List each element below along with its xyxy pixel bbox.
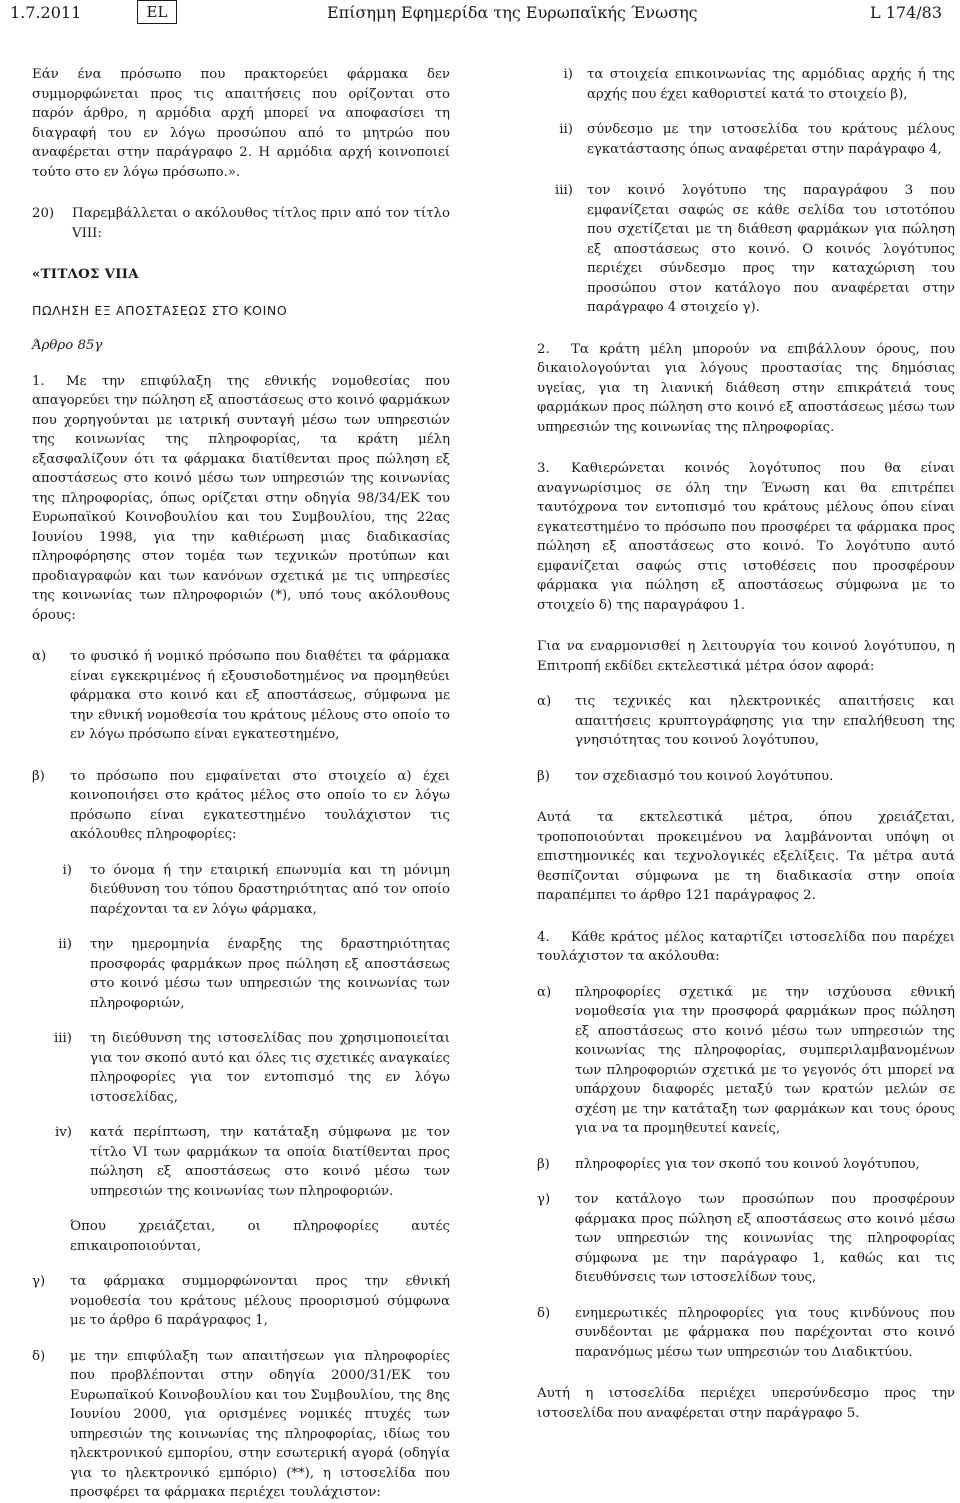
list-item-4b [537,1155,955,1175]
amendment-text: Παρεμβάλλεται ο ακόλουθος τίτλος πριν από τον τίτλο VIII: [72,206,450,241]
list-label: β) [537,1156,550,1172]
language-badge: EL [137,0,177,24]
list-label: i) [62,862,72,878]
list-text: το πρόσωπο που εμφαίνεται στο στοιχείο α) έχει κοινοποιήσει στο κράτος μέλος στο οποίο το εν λόγω πρόσωπο είναι εγκατεστημένο τουλάχιστον τις ακόλουθες πληροφορίες: [70,768,450,842]
list-text: ενημερωτικές πληροφορίες για τους κινδύνους που συνδέονται με φάρμακα που παρέχονται στο κοινό παρανόμως μέσω των υπηρεσιών του Διαδικτύου. [575,1305,955,1360]
paragraph-text: Με την επιφύλαξη της εθνικής νομοθεσίας που απαγορεύει την πώληση εξ αποστάσεως στο κοινό φαρμάκων που χορηγούνται με ιατρική συνταγή μέσω των υπηρεσιών της κοινωνίας της πληροφορίας, τα κράτη μέλη εξασφαλίζουν ότι τα φάρμακα διατίθενται προς πώληση εξ αποστάσεως στο κοινό μέσω των υπηρεσιών της κοινωνίας της πληροφορίας, όπως ορίζεται στην οδηγία 98/34/ΕΚ του Ευρωπαϊκού Κοινοβουλίου και του Συμβουλίου, της 22ας Ιουνίου 1998, για την καθιέρωση μιας διαδικασίας πληροφόρησης στον τομέα των τεχνικών προτύπων και προδιαγραφών και των κανόνων σχετικά με τις υπηρεσίες της κοινωνίας των πληροφοριών (*), υπό τους ακόλουθους όρους: [32,373,450,623]
page-number: L 174/83 [870,3,942,22]
list-text: με την επιφύλαξη των απαιτήσεων για πληροφορίες που προβλέπονται στην οδηγία 2000/31/ΕΚ του Ευρωπαϊκού Κοινοβουλίου και του Συμβουλίου, της 8ης Ιουνίου 2000, για ορισμένες νομικές πτυχές των υπηρεσιών της κοινωνίας της πληροφορίας, ιδίως του ηλεκτρονικού εμπορίου, στην εσωτερική αγορά (οδηγία για το ηλεκτρονικό εμπόριο) (**), η ιστοσελίδα που προσφέρει τα φάρμακα περιέχει τουλάχιστον: [70,1348,450,1500]
list-label: i) [563,67,573,82]
list-text: τις τεχνικές και ηλεκτρονικές απαιτήσεις και απαιτήσεις κρυπτογράφησης για την επαλήθευση της γνησιότητας του κοινού λογότυπου, [575,694,955,748]
paragraph-number: 4. [537,929,550,945]
list-item-b-i [32,861,450,920]
list-item-d-ii [537,120,955,159]
list-text: τον κατάλογο των προσώπων που προσφέρουν φάρμακα προς πώληση εξ αποστάσεως στο κοινό μέσω των υπηρεσιών της κοινωνίας της πληροφορίας σύμφωνα με την παράγραφο 1, καθώς και τις διευθύνσεις των ιστοσελίδων τους, [575,1192,955,1285]
list-label: ii) [58,937,72,952]
list-label: α) [537,984,552,1000]
list-item-b-iii [32,1029,450,1107]
list-item-b-iv [32,1123,450,1201]
list-item-4d [537,1304,955,1363]
paragraph-number: 1. [32,373,45,389]
paragraph-number: 3. [537,461,550,476]
title-subtitle: ΠΩΛΗΣΗ ΕΞ ΑΠΟΣΤΑΣΕΩΣ ΣΤΟ ΚΟΙΝΟ [32,302,288,318]
list-text: πληροφορίες σχετικά με την ισχύουσα εθνική νομοθεσία για την προσφορά φαρμάκων προς πώληση εξ αποστάσεως στο κοινό μέσω των υπηρεσιών της κοινωνίας της πληροφορίας, συμπεριλαμβανομένων των πληροφοριών σχετικά με το γεγονός ότι μπορεί να υπάρχουν διαφορές μεταξύ των κρατών μελών σε σχέση με την κατάταξη των φαρμάκων και τους όρους για να τα προμηθευτεί κανείς, [575,984,955,1136]
paragraph-1 [32,372,450,626]
list-text: τον κοινό λογότυπο της παραγράφου 3 που εμφανίζεται σαφώς σε κάθε σελίδα του ιστοτόπου που σχετίζεται με τη διάθεση φαρμάκων για πώληση εξ αποστάσεως στο κοινό. Ο κοινός λογότυπος περιέχει σύνδεσμο προς την καταχώριση του προσώπου στον κατάλογο που αναφέρεται στην παράγραφο 4 στοιχείο γ). [587,183,955,315]
intro-paragraph: Εάν ένα πρόσωπο που πρακτορεύει φάρμακα δεν συμμορφώνεται προς τις απαιτήσεις που ορίζονται στο παρόν άρθρο, η αρμόδια αρχή μπορεί να αποφασίσει τη διαγραφή του εν λόγω προσώπου από το μητρώο που αναφέρεται στην παράγραφο 2. Η αρμόδια αρχή κοινοποιεί τούτο στο εν λόγω πρόσωπο.». [32,67,450,180]
list-text: το όνομα ή την εταιρική επωνυμία και τη μόνιμη διεύθυνση του τόπου δραστηριότητας από τον οποίο παρέχονται τα εν λόγω φάρμακα, [90,862,450,917]
list-item-b [32,767,450,845]
list-item-4c [537,1190,955,1288]
paragraph-3 [537,459,955,615]
list-text: τον σχεδιασμό του κοινού λογότυπου. [575,768,834,784]
list-text: τα φάρμακα συμμορφώνονται προς την εθνική νομοθεσία του κράτους μέλους προορισμού σύμφωνα με το άρθρο 6 παράγραφος 1, [70,1274,450,1328]
list-label: α) [537,694,552,709]
publication-date: 1.7.2011 [10,3,82,22]
list-text: τα στοιχεία επικοινωνίας της αρμόδιας αρχής ή της αρχής που έχει καθοριστεί κατά το στοιχείο β), [587,67,955,102]
list-label: α) [32,649,47,664]
list-label: iii) [555,183,573,198]
list-text: σύνδεσμο με την ιστοσελίδα του κράτους μέλους εγκατάστασης όπως αναφέρεται στην παράγραφο 4, [587,122,955,157]
list-label: γ) [32,1274,46,1289]
page-header [0,0,960,30]
list-label: δ) [32,1348,46,1364]
amendment-20 [32,204,450,243]
paragraph-text: Καθιερώνεται κοινός λογότυπος που θα είναι αναγνωρίσιμος σε όλη την Ένωση και θα επιτρέπει ταυτόχρονα τον εντοπισμό του κράτους μέλους όπου είναι εγκατεστημένο το πρόσωπο που προσφέρει τα φάρμακα προς πώληση εξ αποστάσεως στο κοινό. Το λογότυπο αυτό εμφανίζεται σαφώς στις ιστοθέσεις που προσφέρουν φάρμακα για πώληση εξ αποστάσεως σύμφωνα με το στοιχείο δ) της παραγράφου 1. [537,461,955,613]
list-text: κατά περίπτωση, την κατάταξη σύμφωνα με τον τίτλο VI των φαρμάκων τα οποία διατίθενται προς πώληση εξ αποστάσεως στο κοινό μέσω των υπηρεσιών της κοινωνίας των πληροφοριών. [90,1125,450,1199]
list-item-d [32,1347,450,1503]
harmonisation-paragraph: Για να εναρμονισθεί η λειτουργία του κοινού λογότυπου, η Επιτροπή εκδίδει εκτελεστικά μέτρα όσον αφορά: [537,639,955,674]
paragraph-4 [537,928,955,967]
list-item-b-ii [32,935,450,1013]
right-column [537,65,955,1423]
list-item-4a [537,983,955,1139]
title-heading: «ΤΙΤΛΟΣ VIIA [32,267,139,282]
list-item-r-a [537,692,955,751]
list-text: τη διεύθυνση της ιστοσελίδας που χρησιμοποιείται για τον σκοπό αυτό και όλες τις σχετικές αναγκαίες πληροφορίες για τον εντοπισμό της εν λόγω ιστοσελίδας, [90,1031,450,1105]
list-item-c [32,1272,450,1331]
list-label: β) [537,768,550,784]
final-paragraph: Αυτή η ιστοσελίδα περιέχει υπερσύνδεσμο προς την ιστοσελίδα που αναφέρεται στην παράγραφο 5. [537,1386,955,1421]
measures-paragraph: Αυτά τα εκτελεστικά μέτρα, όπου χρειάζεται, τροποποιούνται προκειμένου να λαμβάνονται υπόψη οι επιστημονικές και τεχνολογικές εξελίξεις. Τα μέτρα αυτά θεσπίζονται σύμφωνα με τη διαδικασία στην οποία παραπέμπει το άρθρο 121 παράγραφος 2. [537,810,955,903]
left-column [32,65,450,1503]
paragraph-2 [537,340,955,438]
paragraph-text: Τα κράτη μέλη μπορούν να επιβάλλουν όρους, που δικαιολογούνται για λόγους προστασίας της δημόσιας υγείας, για τη λιανική διάθεση στην επικράτειά τους φαρμάκων προς πώληση στο κοινό εξ αποστάσεως μέσω των υπηρεσιών της κοινωνίας της πληροφορίας. [537,341,955,435]
list-item-r-b [537,767,955,787]
list-label: γ) [537,1192,551,1207]
list-text: το φυσικό ή νομικό πρόσωπο που διαθέτει τα φάρμακα είναι εγκεκριμένος ή εξουσιοδοτημένος να προμηθεύει φάρμακα στο κοινό και εξ αποστάσεως, σύμφωνα με την εθνική νομοθεσία του κράτους μέλους στο οποίο το εν λόγω πρόσωπο είναι εγκατεστημένο, [70,649,450,742]
paragraph-text: Κάθε κράτος μέλος καταρτίζει ιστοσελίδα που παρέχει τουλάχιστον τα ακόλουθα: [537,929,955,964]
article-heading: Άρθρο 85γ [32,338,103,353]
list-item-a [32,647,450,745]
amendment-number: 20) [32,206,55,221]
list-label: δ) [537,1305,551,1321]
list-item-d-i [537,65,955,104]
list-item-d-iii [537,181,955,318]
journal-title: Επίσημη Εφημερίδα της Ευρωπαϊκής Ένωσης [327,3,698,22]
list-label: β) [32,768,45,784]
update-note: Όπου χρειάζεται, οι πληροφορίες αυτές επικαιροποιούνται, [70,1219,450,1254]
list-label: iii) [54,1031,72,1046]
list-label: ii) [559,122,573,137]
list-label: iv) [55,1125,72,1140]
list-text: την ημερομηνία έναρξης της δραστηριότητας προσφοράς φαρμάκων προς πώληση εξ αποστάσεως στο κοινό μέσω των υπηρεσιών της κοινωνίας των πληροφοριών, [90,937,450,1011]
list-text: πληροφορίες για τον σκοπό του κοινού λογότυπου, [575,1156,920,1172]
paragraph-number: 2. [537,341,550,357]
